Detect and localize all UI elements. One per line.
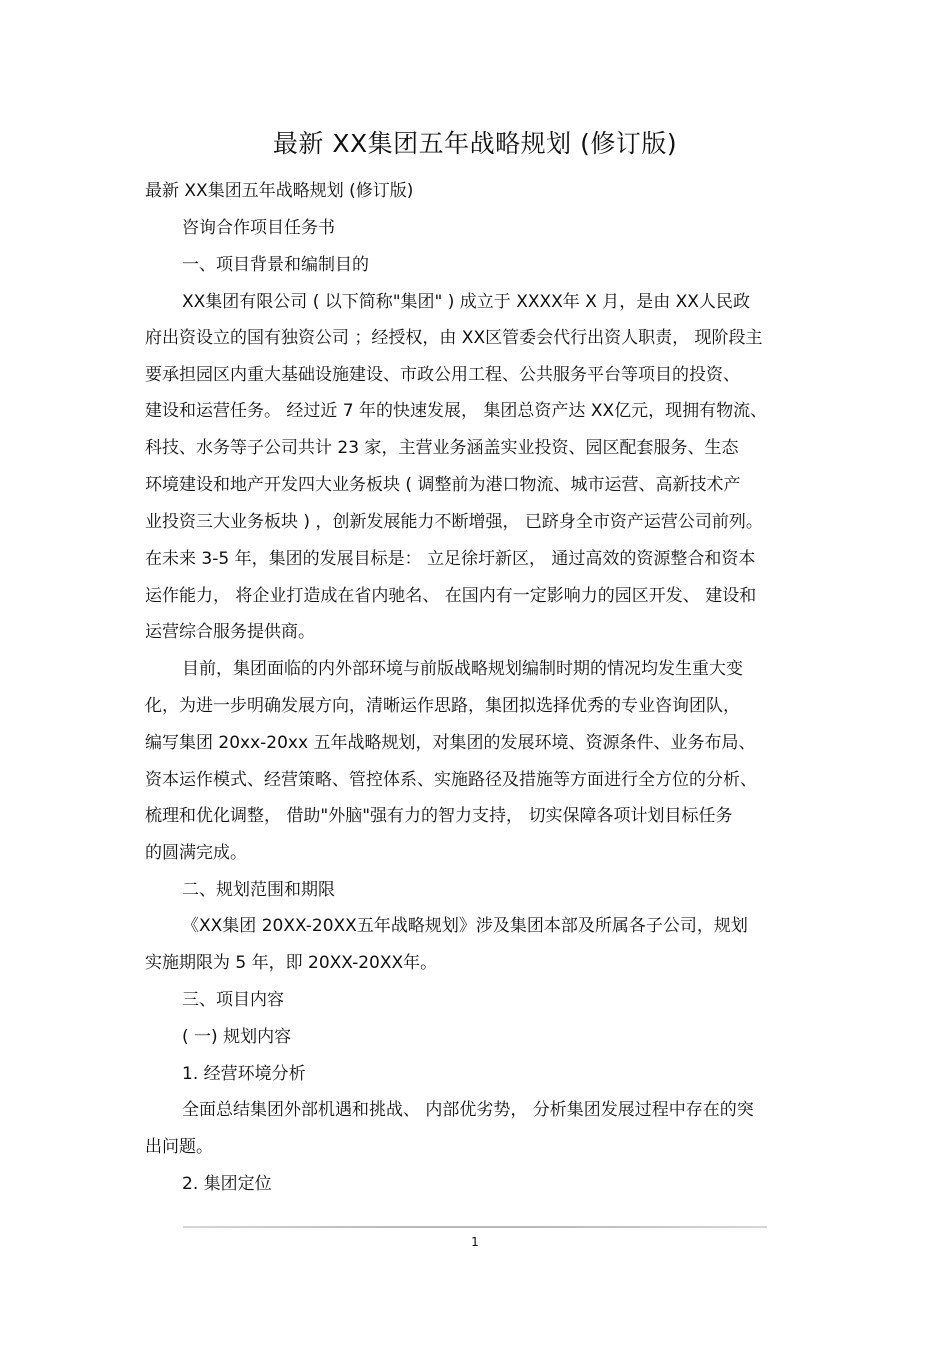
body-line: 出问题。 <box>145 1137 213 1157</box>
body-line: 要承担园区内重大基础设施建设、市政公用工程、公共服务平台等项目的投资、 <box>145 365 740 385</box>
section-heading: 三、项目内容 <box>182 990 284 1010</box>
subsection-heading: 1. 经营环境分析 <box>182 1064 306 1084</box>
body-line: 编写集团 20xx-20xx 五年战略规划，对集团的发展环境、资源条件、业务布局、 <box>145 733 756 753</box>
body-line: 实施期限为 5 年，即 20XX-20XX年。 <box>145 953 438 973</box>
body-line: XX集团有限公司 ( 以下简称"集团" ) 成立于 XXXX年 X 月，是由 XX人民政 <box>182 292 750 312</box>
body-line: 环境建设和地产开发四大业务板块 ( 调整前为港口物流、城市运营、高新技术产 <box>145 475 741 495</box>
body-line: 科技、水务等子公司共计 23 家，主营业务涵盖实业投资、园区配套服务、生态 <box>145 438 739 458</box>
section-heading: 二、规划范围和期限 <box>182 880 335 900</box>
page-number: 1 <box>471 1235 479 1249</box>
body-line: 府出资设立的国有独资公司 ；经授权，由 XX区管委会代行出资人职责， 现阶段主 <box>145 328 763 348</box>
body-line: 目前，集团面临的内外部环境与前版战略规划编制时期的情况均发生重大变 <box>182 659 743 679</box>
footer-divider <box>183 1226 767 1228</box>
body-line: 全面总结集团外部机遇和挑战、 内部优劣势， 分析集团发展过程中存在的突 <box>182 1100 754 1120</box>
body-line: 运作能力， 将企业打造成在省内驰名、 在国内有一定影响力的园区开发、 建设和 <box>145 586 757 606</box>
body-line: 最新 XX集团五年战略规划 (修订版) <box>145 181 414 201</box>
body-line: 资本运作模式、经营策略、管控体系、实施路径及措施等方面进行全方位的分析、 <box>145 770 757 790</box>
body-line: 梳理和优化调整， 借助"外脑"强有力的智力支持， 切实保障各项计划目标任务 <box>145 806 733 826</box>
document-title: 最新 XX集团五年战略规划 (修订版) <box>272 129 678 158</box>
section-heading: 咨询合作项目任务书 <box>182 218 335 238</box>
body-line: 建设和运营任务。 经过近 7 年的快速发展， 集团总资产达 XX亿元，现拥有物流、 <box>145 401 768 421</box>
body-line: 运营综合服务提供商。 <box>145 622 315 642</box>
body-line: 化，为进一步明确发展方向，清晰运作思路，集团拟选择优秀的专业咨询团队， <box>145 696 740 716</box>
body-line: 《XX集团 20XX-20XX五年战略规划》涉及集团本部及所属各子公司，规划 <box>182 916 748 936</box>
subsection-heading: ( 一) 规划内容 <box>182 1027 292 1047</box>
subsection-heading: 2. 集团定位 <box>182 1174 272 1194</box>
body-line: 业投资三大业务板块 ) ，创新发展能力不断增强， 已跻身全市资产运营公司前列。 <box>145 512 763 532</box>
section-heading: 一、项目背景和编制目的 <box>182 255 369 275</box>
body-line: 在未来 3-5 年，集团的发展目标是： 立足徐圩新区， 通过高效的资源整合和资本 <box>145 549 756 569</box>
body-line: 的圆满完成。 <box>145 843 247 863</box>
